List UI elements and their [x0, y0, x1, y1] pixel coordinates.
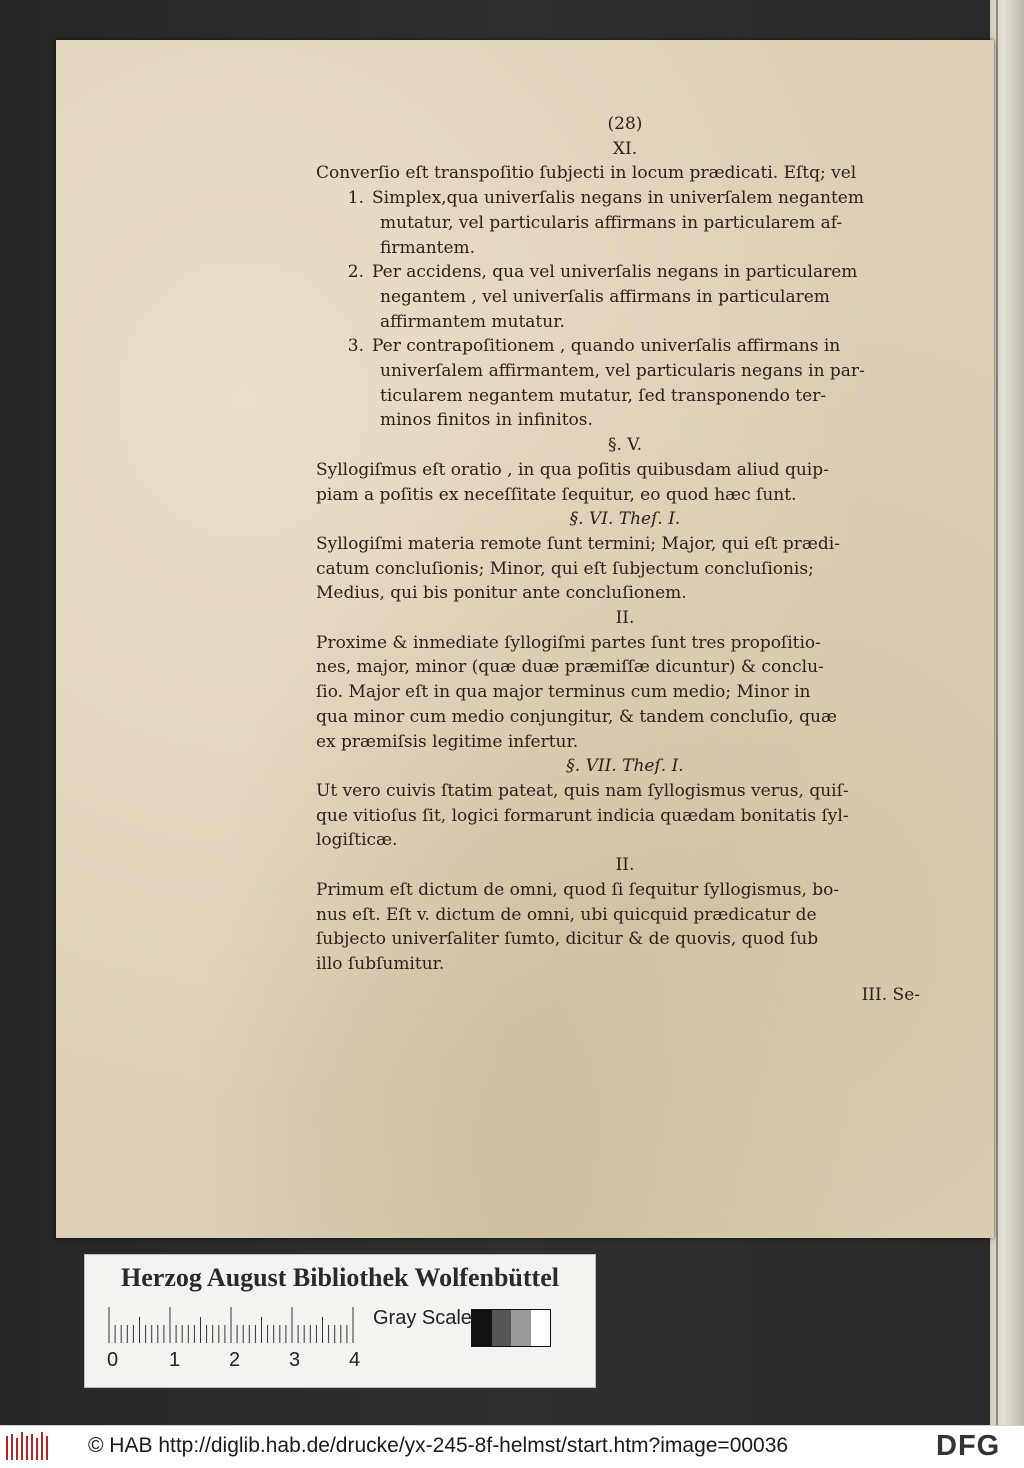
ruler-numbers — [99, 1349, 379, 1375]
text-line: minos finitos in infinitos. — [380, 410, 593, 431]
section-heading-vi: §. VI. Theſ. I. — [569, 509, 681, 530]
text-line: Proxime & inmediate ſyllogiſmi partes ſunt tres propoſitio- — [316, 632, 821, 653]
gray-swatch — [472, 1310, 492, 1346]
barcode-logo-icon — [6, 1432, 48, 1462]
ruler-number: 1 — [169, 1349, 181, 1371]
gray-swatch — [492, 1310, 512, 1346]
ruler-number: 4 — [349, 1349, 361, 1371]
list-item — [316, 334, 934, 433]
text-line: ſio. Major eſt in qua major terminus cum medio; Minor in — [316, 682, 811, 703]
text-line: Syllogiſmus eſt oratio , in qua poſitis quibusdam aliud quip- — [316, 459, 829, 480]
text-line: firmantem. — [380, 237, 476, 258]
gray-swatch — [511, 1310, 531, 1346]
ruler-number: 2 — [229, 1349, 241, 1371]
library-title: Herzog August Bibliothek Wolfenbüttel — [121, 1263, 559, 1292]
text-line: ex præmiſsis legitime infertur. — [316, 731, 579, 752]
page-edge-line — [996, 0, 998, 1425]
text-line: Converſio eſt transpoſitio ſubjecti in locum prædicati. Eſtq; vel — [316, 163, 857, 184]
item-number: 1. — [347, 188, 364, 209]
item-number: 3. — [347, 336, 364, 357]
section-heading-ii: II. — [615, 608, 635, 629]
text-line: univerſalem affirmantem, vel particularis negans in par- — [380, 361, 865, 382]
section-heading-vii: §. VII. Theſ. I. — [566, 756, 684, 777]
text-line: ſubjecto univerſaliter ſumto, dicitur & de quovis, quod ſub — [316, 929, 819, 950]
page-number: (28) — [607, 114, 643, 134]
text-line: mutatur, vel particularis affirmans in particularem af- — [380, 212, 843, 233]
text-line: Per contrapoſitionem , quando univerſalis affirmans in — [372, 336, 841, 357]
text-line: que vitioſus ſit, logici formarunt indicia quædam bonitatis ſyl- — [316, 805, 849, 826]
list-item — [316, 260, 934, 334]
item-number: 2. — [347, 262, 364, 283]
ruler-number: 0 — [107, 1349, 119, 1371]
copyright-url: © HAB http://diglib.hab.de/drucke/yx-245-8f-helmst/start.htm?image=00036 — [88, 1434, 789, 1457]
text-line: nus eſt. Eſt v. dictum de omni, ubi quicquid prædicatur de — [316, 904, 817, 925]
ruler-number: 3 — [289, 1349, 301, 1371]
text-line: catum concluſionis; Minor, qui eſt ſubjectum concluſionis; — [316, 558, 814, 579]
text-line: Syllogiſmi materia remote ſunt termini; Major, qui eſt prædi- — [316, 533, 840, 554]
text-line: piam a poſitis ex neceſſitate ſequitur, eo quod hæc ſunt. — [316, 484, 797, 505]
gray-scale-label: Gray Scale — [373, 1307, 472, 1329]
text-line: nes, major, minor (quæ duæ præmiſſæ dicuntur) & conclu- — [316, 657, 824, 678]
text-line: Simplex,qua univerſalis negans in univerſalem negantem — [372, 188, 864, 209]
dfg-logo: DFG — [936, 1430, 1001, 1462]
text-line: Ut vero cuivis ſtatim pateat, quis nam ſyllogismus verus, quiſ- — [316, 780, 849, 801]
text-line: illo ſubſumitur. — [316, 953, 445, 974]
text-line: affirmantem mutatur. — [380, 311, 565, 332]
text-line: Per accidens, qua vel univerſalis negans in particularem — [372, 262, 858, 283]
text-line: Medius, qui bis ponitur ante concluſionem. — [316, 583, 687, 604]
catchword: III. Se- — [861, 984, 920, 1005]
color-scale-card — [84, 1254, 596, 1388]
text-line: Primum eſt dictum de omni, quod ſi ſequitur ſyllogismus, bo- — [316, 879, 840, 900]
section-heading-ii-second: II. — [615, 855, 635, 876]
text-line: qua minor cum medio conjungitur, & tandem concluſio, quæ — [316, 706, 837, 727]
gray-swatch — [531, 1310, 551, 1346]
footer-bar — [0, 1425, 1024, 1468]
section-heading-xi: XI. — [612, 138, 638, 159]
gray-scale-swatches — [471, 1309, 551, 1347]
list-item — [316, 186, 934, 260]
ruler-ticks — [107, 1305, 363, 1345]
text-line: ticularem negantem mutatur, ſed transponendo ter- — [380, 385, 827, 406]
page-text — [316, 112, 934, 1007]
section-heading-v: §. V. — [607, 435, 643, 456]
text-line: logiſticæ. — [316, 830, 398, 851]
text-line: negantem , vel univerſalis affirmans in particularem — [380, 286, 830, 307]
